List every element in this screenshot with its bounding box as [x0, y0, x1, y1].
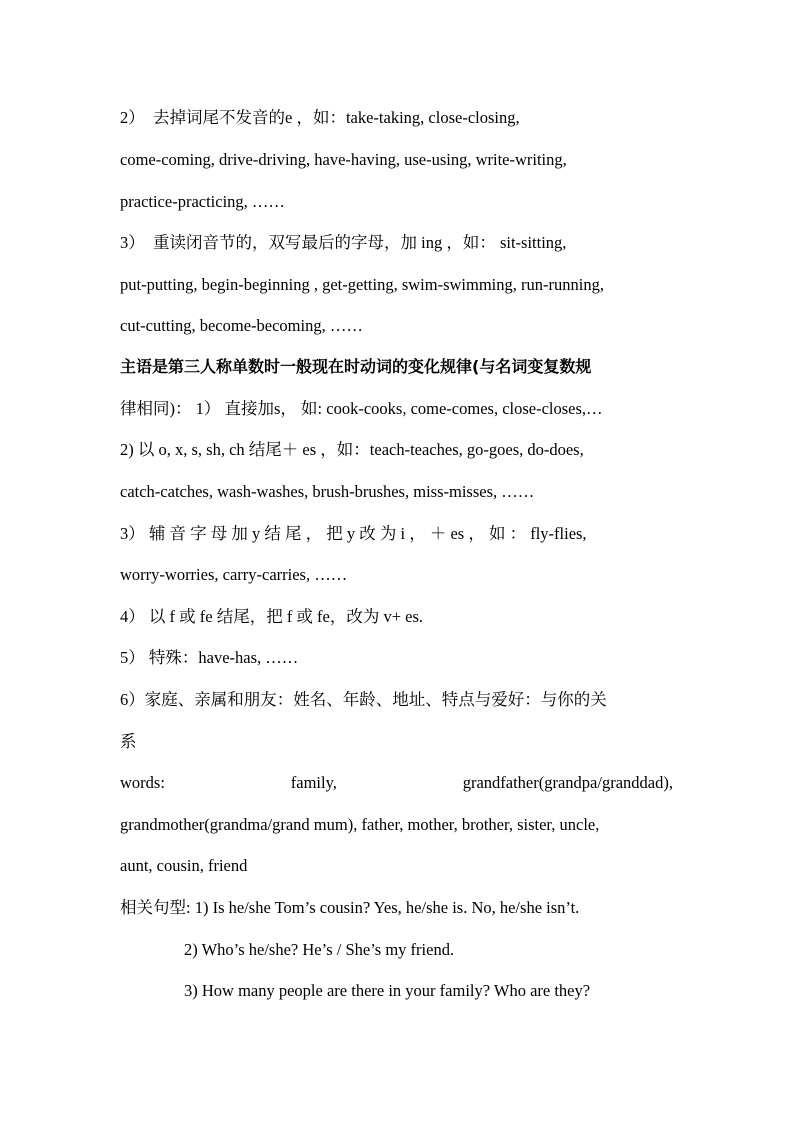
text-line: practice-practicing, …… — [120, 192, 285, 211]
text-line: 3） 重读闭音节的，双写最后的字母，加 ing ，如： sit-sitting, — [120, 233, 567, 252]
text-line: 4） 以 f 或 fe 结尾，把 f 或 fe，改为 v+ es. — [120, 607, 424, 626]
text-line: 2) 以 o, x, s, sh, ch 结尾＋ es ，如：teach-teaches, go-goes, do-does, — [120, 440, 584, 459]
text-line: worry-worries, carry-carries, …… — [120, 565, 348, 584]
text-line: catch-catches, wash-washes, brush-brushes, miss-misses, …… — [120, 482, 535, 501]
text-line: come-coming, drive-driving, have-having, use-using, write-writing, — [120, 150, 567, 169]
sentence-patterns-line: 相关句型: 1) Is he/she Tom’s cousin? Yes, he/she is. No, he/she isn’t. — [120, 898, 580, 917]
text-line: cut-cutting, become-becoming, …… — [120, 316, 363, 335]
sentence-pattern-item: 2) Who’s he/she? He’s / She’s my friend. — [184, 940, 455, 959]
section-heading: 主语是第三人称单数时一般现在时动词的变化规律(与名词变复数规 — [120, 357, 592, 376]
words-label: words: — [120, 773, 165, 792]
text-line: 3） 辅 音 字 母 加 y 结 尾 ， 把 y 改 为 i ， ＋ es ， 如 ： fly-flies, — [120, 524, 587, 543]
text-line: aunt, cousin, friend — [120, 856, 248, 875]
sentence-pattern-item: 3) How many people are there in your family? Who are they? — [184, 981, 591, 1000]
text-line: 5） 特殊：have-has, …… — [120, 648, 299, 667]
text-line: 6）家庭、亲属和朋友：姓名、年龄、地址、特点与爱好：与你的关 — [120, 690, 607, 709]
words-row — [120, 773, 673, 793]
text-line: 系 — [120, 732, 137, 751]
text-line: 律相同)： 1） 直接加s， 如: cook-cooks, come-comes, close-closes,… — [120, 399, 603, 418]
text-line: put-putting, begin-beginning , get-getting, swim-swimming, run-running, — [120, 275, 604, 294]
text-line: grandmother(grandma/grand mum), father, mother, brother, sister, uncle, — [120, 815, 600, 834]
word-item: family, — [290, 773, 337, 792]
word-item: grandfather(grandpa/granddad), — [462, 773, 673, 792]
text-line: 2） 去掉词尾不发音的e ，如：take-taking, close-closing, — [120, 108, 520, 127]
